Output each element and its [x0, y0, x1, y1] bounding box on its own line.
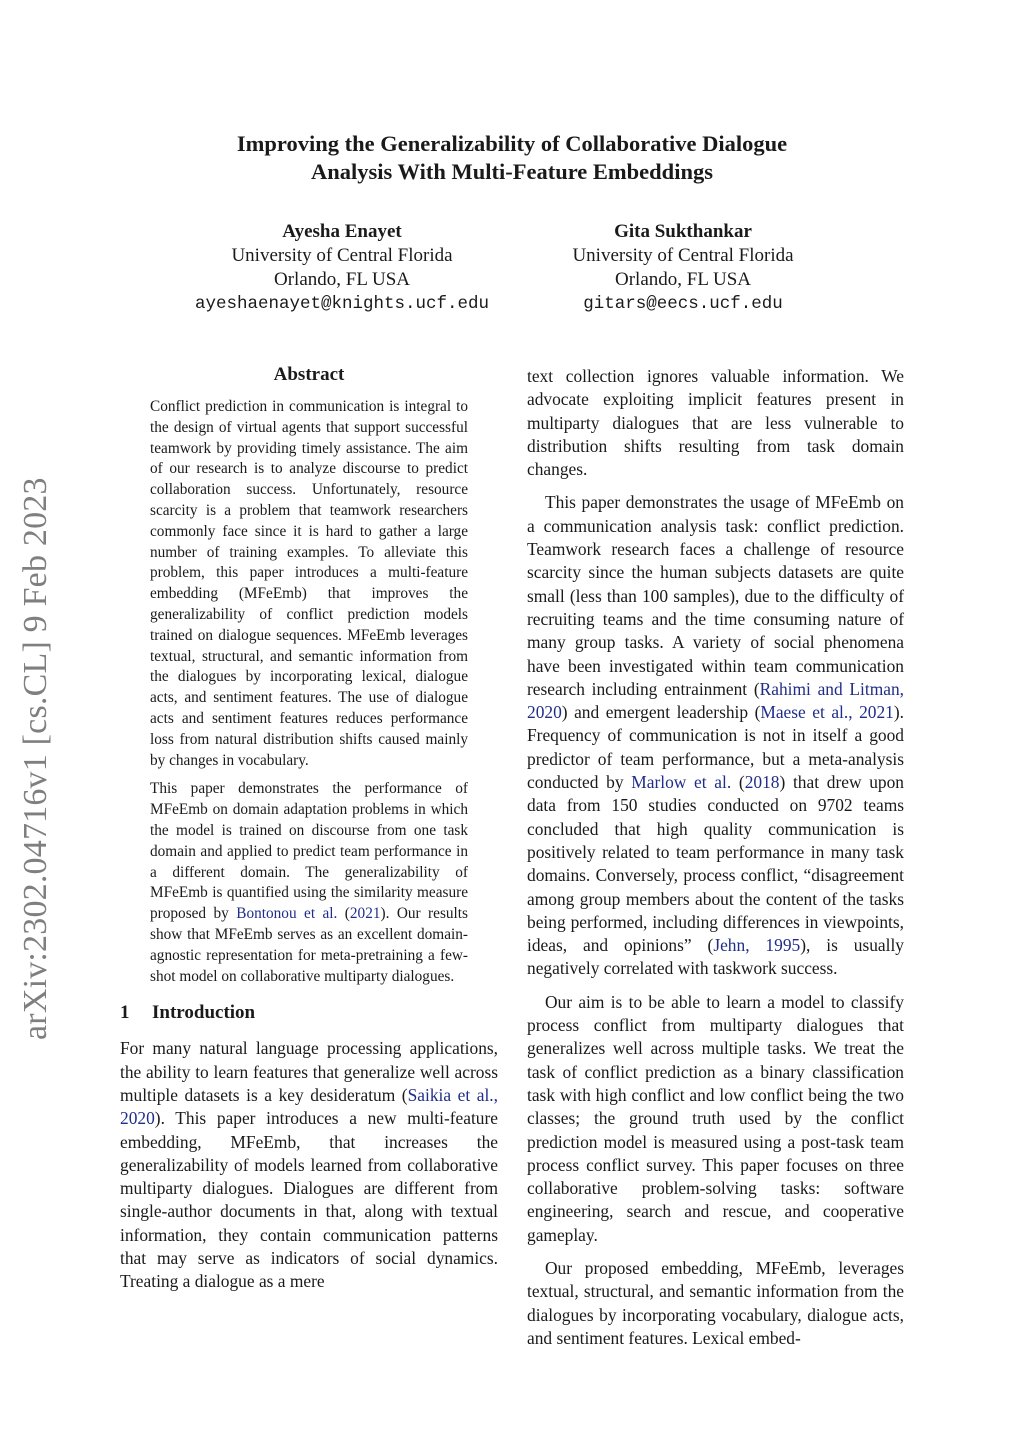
author-location: Orlando, FL USA [615, 269, 751, 290]
citation-link[interactable]: Marlow et al. [631, 772, 732, 793]
section-number: 1 [120, 1002, 130, 1024]
body-text: ). This paper introduces a new multi-feature embedding, MFeEmb, that increases the generalizability of models learned from collaborative multiparty dialogues. Dialogues are different from single-author documents in that, along with textual information, they contain communication patterns that may serve as indicators of social dynamics. Treating a dialogue as a mere [120, 1108, 498, 1292]
author-block-1 [152, 220, 532, 316]
author-email[interactable]: ayeshaenayet@knights.ucf.edu [194, 294, 490, 314]
author-name: Ayesha Enayet [282, 221, 402, 242]
arxiv-identifier-stamp[interactable]: arXiv:2302.04716v1 [cs.CL] 9 Feb 2023 [17, 477, 54, 1040]
right-column [527, 365, 904, 1360]
abstract-section [120, 362, 498, 987]
abstract-heading: Abstract [273, 364, 345, 385]
author-block-2 [493, 220, 873, 316]
abstract-text: ). Our results show that MFeEmb serves as an excellent domain-agnostic representation for meta-pretraining a few-shot model on collaborative multiparty dialogues. [150, 905, 468, 985]
author-affiliation: University of Central Florida [572, 245, 794, 266]
citation-link[interactable]: Bontonou et al. [236, 905, 338, 923]
section-title: Introduction [152, 1002, 256, 1024]
title-line-1: Improving the Generalizability of Collaborative Dialogue [236, 131, 788, 156]
abstract-paragraph-2 [120, 779, 498, 987]
body-text: For many natural language processing applications, the ability to learn features that generalize well across multiple datasets is a key desideratum ( [120, 1038, 498, 1105]
body-paragraph: Our aim is to be able to learn a model to classify process conflict from multiparty dialogues that generalizes well across multiple tasks. We treat the task of conflict prediction as a binary classification task with high conflict and low conflict being the two classes; the ground truth used by the conflict prediction model is measured using a post-task team process conflict survey. This paper focuses on three collaborative problem-solving tasks: software engineering, search and rescue, and cooperative gameplay. [527, 991, 904, 1245]
paper-title [0, 130, 1024, 186]
author-email[interactable]: gitars@eecs.ucf.edu [583, 294, 783, 314]
section-heading-introduction [120, 1001, 498, 1025]
citation-link[interactable]: Saikia et al., 2020 [120, 1084, 498, 1129]
author-affiliation: University of Central Florida [231, 245, 453, 266]
intro-paragraph-1 [120, 1037, 498, 1293]
title-line-2: Analysis With Multi-Feature Embeddings [311, 159, 713, 184]
citation-link[interactable]: 2021 [349, 905, 381, 923]
citation-link[interactable]: 2018 [744, 772, 780, 793]
body-text: ) that drew upon data from 150 studies conducted on 9702 teams concluded that high quality communication is positively related to team performance in many task domains. Conversely, process conflict, “disagreement among group members about the content of the tasks being performed, including differences in viewpoints, ideas, and opinions” ( [527, 772, 904, 956]
abstract-paragraph-1: Conflict prediction in communication is integral to the design of virtual agents that support successful teamwork by providing timely assistance. The aim of our research is to analyze discourse to predict collaboration success. Unfortunately, resource scarcity is a problem that teamwork researchers commonly face since it is hard to gather a large number of training examples. To alleviate this problem, this paper introduces a multi-feature embedding (MFeEmb) that improves the generalizability of conflict prediction models trained on dialogue sequences. MFeEmb leverages textual, structural, and semantic information from the dialogues by incorporating lexical, dialogue acts, and sentiment features. The use of dialogue acts and sentiment features reduces performance loss from natural distribution shifts caused mainly by changes in vocabulary. [150, 398, 468, 769]
body-text: ( [731, 772, 745, 793]
abstract-text: ( [337, 905, 350, 923]
body-text: ), is usually negatively correlated with taskwork success. [527, 935, 904, 979]
body-paragraph: Our proposed embedding, MFeEmb, leverages textual, structural, and semantic information from the dialogues by incorporating vocabulary, dialogue acts, and sentiment features. Lexical embed- [527, 1257, 904, 1348]
left-column [120, 362, 498, 1304]
body-paragraph [527, 491, 904, 980]
body-text: ). Frequency of communication is not in itself a good predictor of team performance, but a meta-analysis conducted by [527, 702, 904, 793]
body-text: This paper demonstrates the usage of MFeEmb on a communication analysis task: conflict prediction. Teamwork research faces a challenge of resource scarcity since the human subjects datasets are quite small (less than 100 samples), due to the difficulty of recruiting teams and the time consuming nature of many group tasks. A variety of social phenomena have been investigated within team communication research including entrainment ( [527, 492, 904, 699]
author-location: Orlando, FL USA [274, 269, 410, 290]
citation-link[interactable]: Maese et al., 2021 [760, 702, 894, 723]
abstract-text: This paper demonstrates the performance of MFeEmb on domain adaptation problems in which the model is trained on discourse from one task domain and applied to predict team performance in a different domain. The generalizability of MFeEmb is quantified using the similarity measure proposed by [150, 780, 468, 923]
citation-link[interactable]: Rahimi and Litman, 2020 [527, 678, 904, 723]
body-paragraph: text collection ignores valuable information. We advocate exploiting implicit features present in multiparty dialogues that are less vulnerable to distribution shifts resulting from task domain changes. [527, 366, 904, 480]
author-name: Gita Sukthankar [614, 221, 752, 242]
body-text: ) and emergent leadership ( [561, 702, 761, 723]
citation-link[interactable]: Jehn, 1995 [713, 935, 801, 956]
